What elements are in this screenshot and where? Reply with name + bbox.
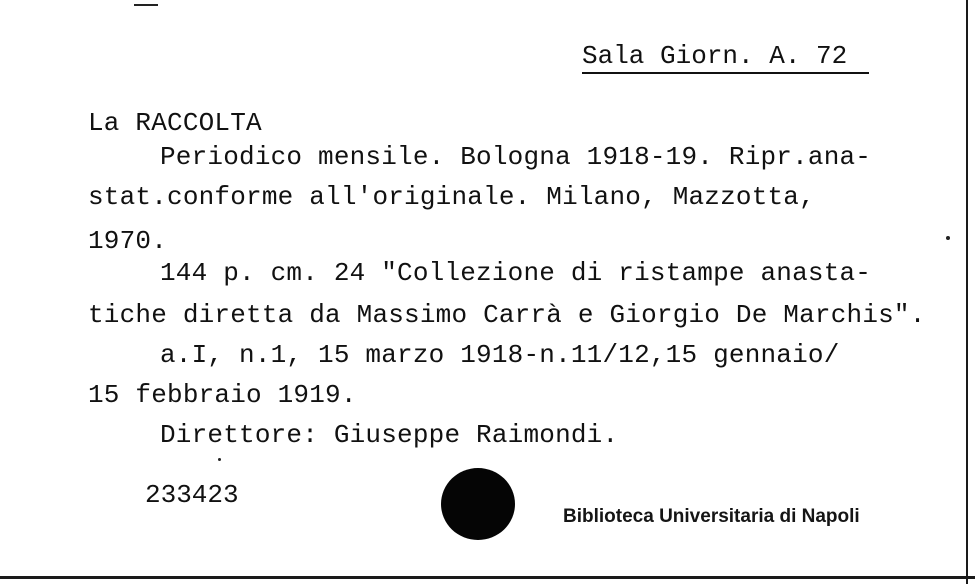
inventory-number: 233423 — [145, 480, 239, 510]
ink-speck — [134, 4, 158, 6]
library-stamp: Biblioteca Universitaria di Napoli — [563, 506, 860, 527]
description-line: tiche diretta da Massimo Carrà e Giorgio De Marchis". — [88, 300, 926, 330]
description-line: a.I, n.1, 15 marzo 1918-n.11/12,15 gennaio/ — [160, 340, 840, 370]
ink-seal-dot — [441, 468, 515, 540]
ink-speck — [946, 236, 950, 240]
card-bottom-edge — [0, 576, 975, 579]
ink-speck — [218, 458, 221, 461]
card-right-edge — [966, 0, 968, 584]
shelfmark: Sala Giorn. A. 72 — [582, 40, 869, 74]
description-line: stat.conforme all'originale. Milano, Mazzotta, — [88, 182, 815, 212]
description-line: Periodico mensile. Bologna 1918-19. Ripr.ana- — [160, 142, 872, 172]
description-line: 1970. — [88, 226, 168, 256]
card-title: La RACCOLTA — [88, 108, 262, 138]
description-line: 144 p. cm. 24 "Collezione di ristampe anasta- — [160, 258, 872, 288]
description-line: 15 febbraio 1919. — [88, 380, 357, 410]
description-line: Direttore: Giuseppe Raimondi. — [160, 420, 619, 450]
